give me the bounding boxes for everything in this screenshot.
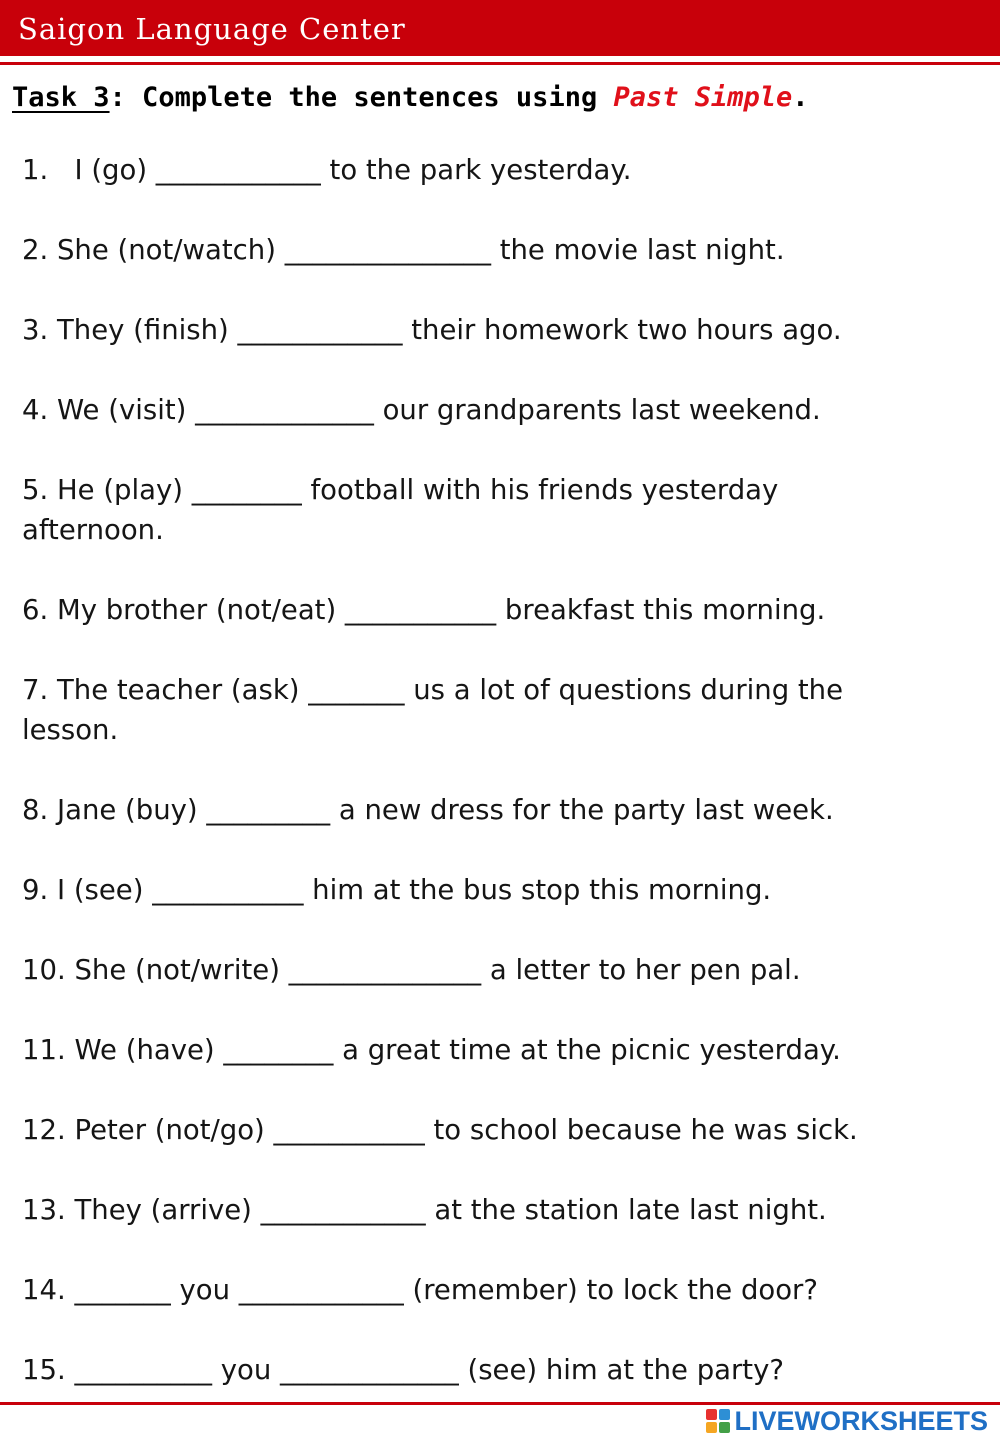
exercise-item-5: 5. He (play) ________ football with his friends yesterday afternoon.: [22, 474, 779, 546]
exercise-item-3: 3. They (finish) ____________ their homework two hours ago.: [22, 314, 842, 346]
task-end: .: [792, 82, 809, 113]
logo-square-4: [719, 1422, 730, 1433]
header-divider: [0, 62, 1000, 65]
exercise-item-14: 14. _______ you ____________ (remember) to lock the door?: [22, 1274, 818, 1306]
exercise-item-2: 2. She (not/watch) _______________ the movie last night.: [22, 234, 785, 266]
task-heading: [12, 82, 809, 113]
exercise-item-10: 10. She (not/write) ______________ a letter to her pen pal.: [22, 954, 801, 986]
exercise-item-8: 8. Jane (buy) _________ a new dress for the party last week.: [22, 794, 834, 826]
exercise-item-15: 15. __________ you _____________ (see) him at the party?: [22, 1354, 784, 1386]
task-label: Task 3: [12, 82, 110, 113]
exercise-item-11: 11. We (have) ________ a great time at the picnic yesterday.: [22, 1034, 841, 1066]
exercise-item-6: 6. My brother (not/eat) ___________ breakfast this morning.: [22, 594, 826, 626]
exercise-item-1: 1. I (go) ____________ to the park yesterday.: [22, 154, 632, 186]
task-tense: Past Simple: [613, 82, 793, 113]
liveworksheets-logo-icon: [706, 1409, 730, 1433]
exercise-item-7: 7. The teacher (ask) _______ us a lot of questions during the lesson.: [22, 674, 844, 746]
exercise-item-12: 12. Peter (not/go) ___________ to school because he was sick.: [22, 1114, 858, 1146]
header-band: [0, 0, 1000, 56]
liveworksheets-logo[interactable]: [706, 1406, 988, 1436]
logo-square-2: [719, 1409, 730, 1420]
exercise-item-4: 4. We (visit) _____________ our grandparents last weekend.: [22, 394, 821, 426]
task-instruction: : Complete the sentences using: [109, 82, 614, 113]
header-title: Saigon Language Center: [18, 12, 406, 46]
logo-text: LIVEWORKSHEETS: [734, 1405, 988, 1436]
exercise-item-13: 13. They (arrive) ____________ at the station late last night.: [22, 1194, 827, 1226]
logo-square-3: [706, 1422, 717, 1433]
exercise-item-9: 9. I (see) ___________ him at the bus stop this morning.: [22, 874, 772, 906]
logo-square-1: [706, 1409, 717, 1420]
